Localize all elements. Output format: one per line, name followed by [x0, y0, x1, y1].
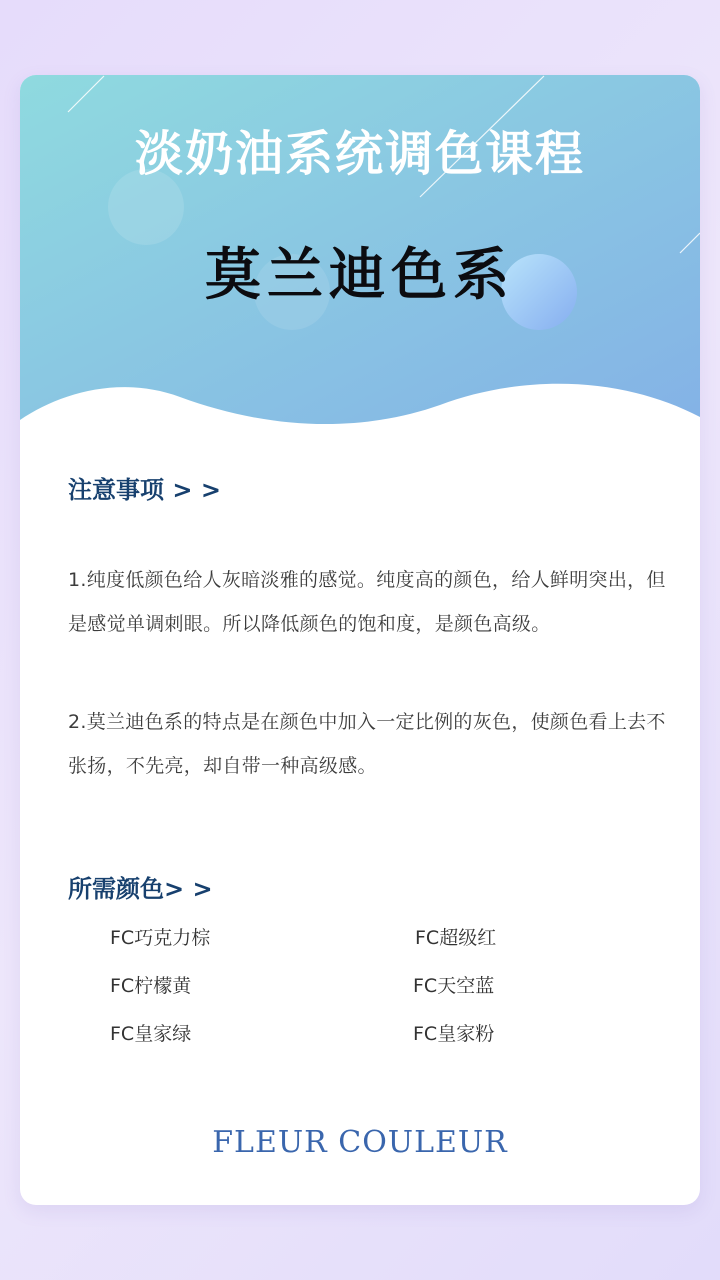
- brand-logo: FLEUR COULEUR: [212, 1125, 508, 1160]
- color-item: FC超级红: [415, 927, 497, 949]
- course-subtitle: 莫兰迪色系: [205, 243, 515, 308]
- notes-heading: 注意事项 > >: [68, 476, 221, 504]
- color-item: FC巧克力棕: [110, 927, 211, 949]
- color-item: FC柠檬黄: [110, 975, 192, 997]
- notes-paragraph-1: 1.纯度低颜色给人灰暗淡雅的感觉。纯度高的颜色，给人鲜明突出，但是感觉单调刺眼。所以降低颜色的饱和度，是颜色高级。: [68, 569, 666, 635]
- course-card: [20, 75, 700, 1205]
- color-item: FC皇家粉: [413, 1023, 495, 1045]
- colors-heading: 所需颜色> >: [68, 875, 213, 903]
- course-title: 淡奶油系统调色课程: [134, 126, 585, 182]
- notes-paragraph-2: 2.莫兰迪色系的特点是在颜色中加入一定比例的灰色，使颜色看上去不张扬，不先亮，却自带一种高级感。: [68, 711, 666, 777]
- color-item: FC天空蓝: [413, 975, 495, 997]
- color-item: FC皇家绿: [110, 1023, 192, 1045]
